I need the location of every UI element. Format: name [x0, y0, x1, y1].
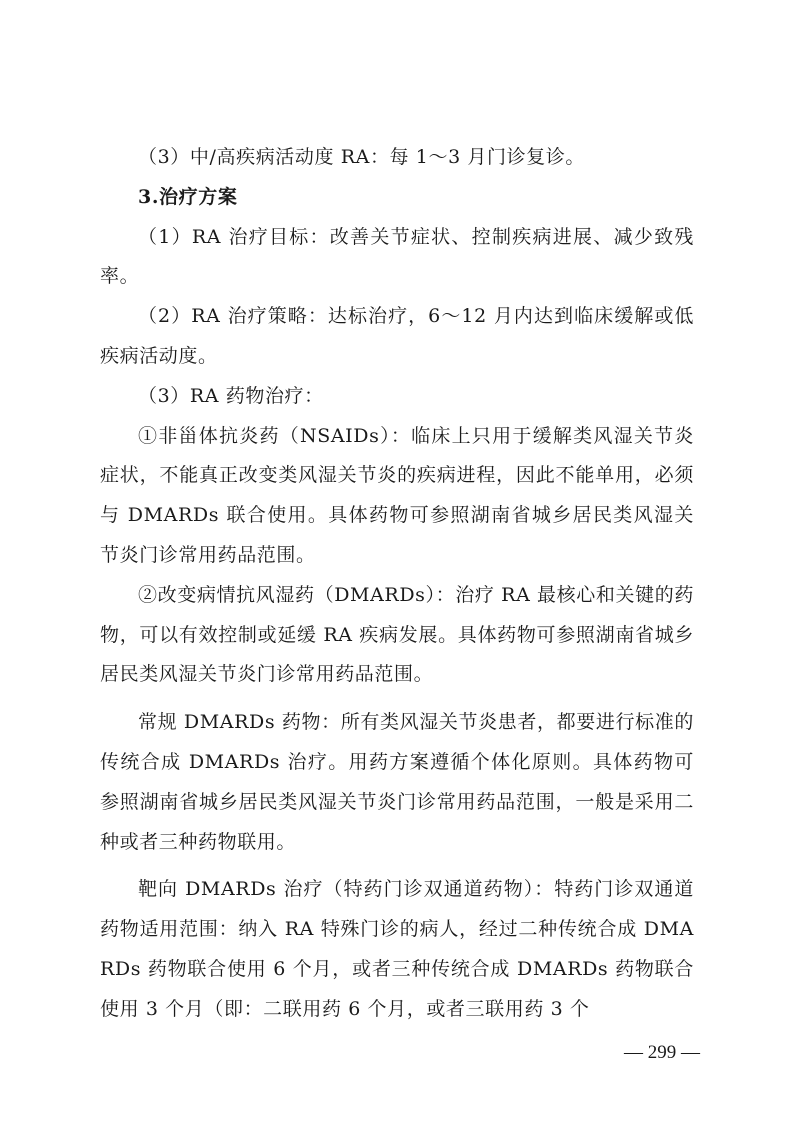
document-body — [100, 138, 694, 1030]
paragraph-conventional-dmards: 常规 DMARDs 药物：所有类风湿关节炎患者，都要进行标准的传统合成 DMARDs 治疗。用药方案遵循个体化原则。具体药物可参照湖南省城乡居民类风湿关节炎门诊常用药品范围，一般是采用二种或者三种药物联用。 — [100, 711, 694, 853]
section-heading-treatment-plan: 3.治疗方案 — [138, 185, 238, 208]
paragraph-targeted-dmards: 靶向 DMARDs 治疗（特药门诊双通道药物）：特药门诊双通道药物适用范围：纳入 RA 特殊门诊的病人，经过二种传统合成 DMARDs 药物联合使用 6 个月，或者三种传统合成 DMARDs 药物联合使用 3 个月（即：二联用药 6 个月，或者三联用药 3 个 — [100, 878, 694, 1020]
page-number: — 299 — — [624, 1042, 700, 1063]
paragraph-treatment-goal: （1）RA 治疗目标：改善关节症状、控制疾病进展、减少致残率。 — [100, 225, 694, 288]
paragraph-dmards: ②改变病情抗风湿药（DMARDs）：治疗 RA 最核心和关键的药物，可以有效控制或延缓 RA 疾病发展。具体药物可参照湖南省城乡居民类风湿关节炎门诊常用药品范围。 — [100, 583, 694, 686]
paragraph-nsaids: ①非甾体抗炎药（NSAIDs）：临床上只用于缓解类风湿关节炎症状，不能真正改变类风湿关节炎的疾病进程，因此不能单用，必须与 DMARDs 联合使用。具体药物可参照湖南省城乡居民类风湿关节炎门诊常用药品范围。 — [100, 424, 694, 566]
paragraph-treatment-strategy: （2）RA 治疗策略：达标治疗，6～12 月内达到临床缓解或低疾病活动度。 — [100, 305, 694, 367]
paragraph-drug-therapy: （3）RA 药物治疗： — [138, 384, 324, 407]
paragraph-followup-moderate-high: （3）中/高疾病活动度 RA：每 1～3 月门诊复诊。 — [138, 146, 586, 168]
